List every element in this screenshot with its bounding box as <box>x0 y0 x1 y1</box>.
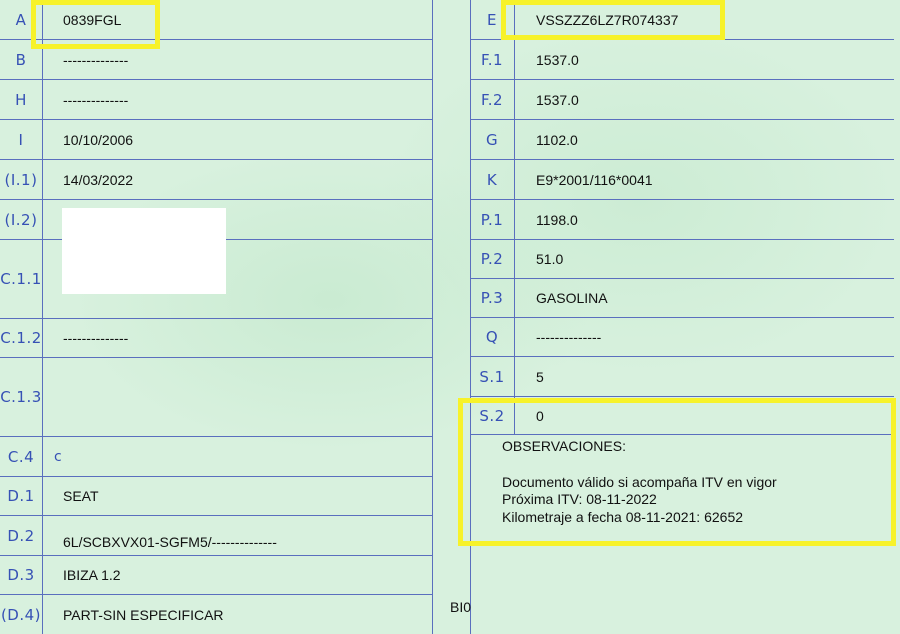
field-row-F2 <box>470 80 894 120</box>
field-value: -------------- <box>63 330 129 346</box>
field-code: S.2 <box>479 406 505 425</box>
field-code: C.1.3 <box>0 388 42 406</box>
field-row-C12 <box>0 319 432 358</box>
field-row-K <box>470 160 894 200</box>
observations-line: Próxima ITV: 08-11-2022 <box>502 491 657 507</box>
field-value: 1537.0 <box>536 91 579 108</box>
highlight-observations <box>458 398 896 546</box>
field-value: 1198.0 <box>536 211 578 228</box>
field-value-fuel: GASOLINA <box>536 290 608 306</box>
field-value: 0 <box>536 407 544 424</box>
field-value-make: SEAT <box>63 488 99 504</box>
field-code: F.2 <box>480 90 504 109</box>
field-code: C.1.2 <box>0 329 42 347</box>
field-code: A <box>15 10 27 29</box>
field-row-I <box>0 120 432 160</box>
field-value: 5 <box>536 368 544 385</box>
field-code: D.1 <box>7 487 35 505</box>
field-code: P.3 <box>480 289 504 307</box>
field-row-P2 <box>470 240 894 279</box>
field-code: C.4 <box>7 447 35 466</box>
divider <box>42 556 43 594</box>
field-code: D.2 <box>7 526 35 545</box>
column-edge <box>432 0 433 634</box>
divider <box>42 120 43 159</box>
divider <box>514 318 515 356</box>
field-row-D4 <box>0 595 432 634</box>
divider <box>42 595 43 634</box>
field-row-C4 <box>0 437 432 477</box>
field-code: Q <box>485 328 499 346</box>
observations-line: Documento válido si acompaña ITV en vigor <box>502 474 777 490</box>
divider <box>42 477 43 515</box>
field-code: S.1 <box>479 367 505 386</box>
divider <box>514 200 515 239</box>
field-code: C.1.1 <box>0 270 42 288</box>
observations-line: Kilometraje a fecha 08-11-2021: 62652 <box>502 509 744 525</box>
field-value-approval: E9*2001/116*0041 <box>536 171 653 188</box>
field-row-D1 <box>0 477 432 516</box>
field-value: -------------- <box>63 91 129 108</box>
field-row-Q <box>470 318 894 357</box>
observations-title: OBSERVACIONES: <box>502 438 626 454</box>
divider <box>514 40 515 79</box>
field-value: -------------- <box>536 329 602 345</box>
field-code: E <box>487 10 497 29</box>
field-code: H <box>15 90 27 109</box>
highlight-plate <box>31 0 160 49</box>
redacted-area <box>62 208 226 294</box>
divider <box>514 80 515 119</box>
field-value: 51.0 <box>536 251 564 267</box>
field-row-D2 <box>0 516 432 556</box>
divider <box>514 240 515 278</box>
divider <box>514 279 515 317</box>
field-value-plate: 0839FGL <box>63 11 122 28</box>
divider <box>514 357 515 396</box>
field-code: P.2 <box>480 250 504 268</box>
field-row-D3 <box>0 556 432 595</box>
field-code: (D.4) <box>0 605 42 624</box>
divider <box>42 319 43 357</box>
field-value: 1537.0 <box>536 51 579 68</box>
field-code: G <box>485 130 499 149</box>
field-value: c <box>54 448 62 465</box>
field-row-G <box>470 120 894 160</box>
divider <box>42 437 43 476</box>
field-code: I <box>18 130 24 149</box>
divider <box>514 120 515 159</box>
divider <box>42 240 43 318</box>
field-row-P3 <box>470 279 894 318</box>
footer-code: BI0 <box>450 599 472 615</box>
field-code: F.1 <box>480 50 504 69</box>
field-value-vin: VSSZZZ6LZ7R074337 <box>536 11 679 28</box>
field-row-I1 <box>0 160 432 200</box>
field-value: -------------- <box>63 51 129 68</box>
divider <box>42 358 43 436</box>
field-code: D.3 <box>7 566 35 584</box>
field-code: (I.1) <box>4 170 38 189</box>
divider <box>42 80 43 119</box>
highlight-vin <box>501 0 725 40</box>
field-value: PART-SIN ESPECIFICAR <box>63 606 224 623</box>
field-row-P1 <box>470 200 894 240</box>
field-value-registration-date: 14/03/2022 <box>63 171 134 188</box>
divider <box>42 200 43 239</box>
field-code: B <box>15 50 27 69</box>
divider <box>514 160 515 199</box>
field-code: P.1 <box>480 210 504 229</box>
field-value-model: IBIZA 1.2 <box>63 567 121 583</box>
field-row-H <box>0 80 432 120</box>
divider <box>42 160 43 199</box>
field-code: K <box>486 170 498 189</box>
field-value-type: 6L/SCBXVX01-SGFM5/-------------- <box>63 533 277 550</box>
field-code: (I.2) <box>4 210 38 229</box>
field-row-F1 <box>470 40 894 80</box>
field-value-first-registration-date: 10/10/2006 <box>63 131 134 148</box>
field-row-S1 <box>470 357 894 397</box>
divider <box>42 516 43 555</box>
field-value: 1102.0 <box>536 131 578 148</box>
field-row-C13 <box>0 358 432 437</box>
